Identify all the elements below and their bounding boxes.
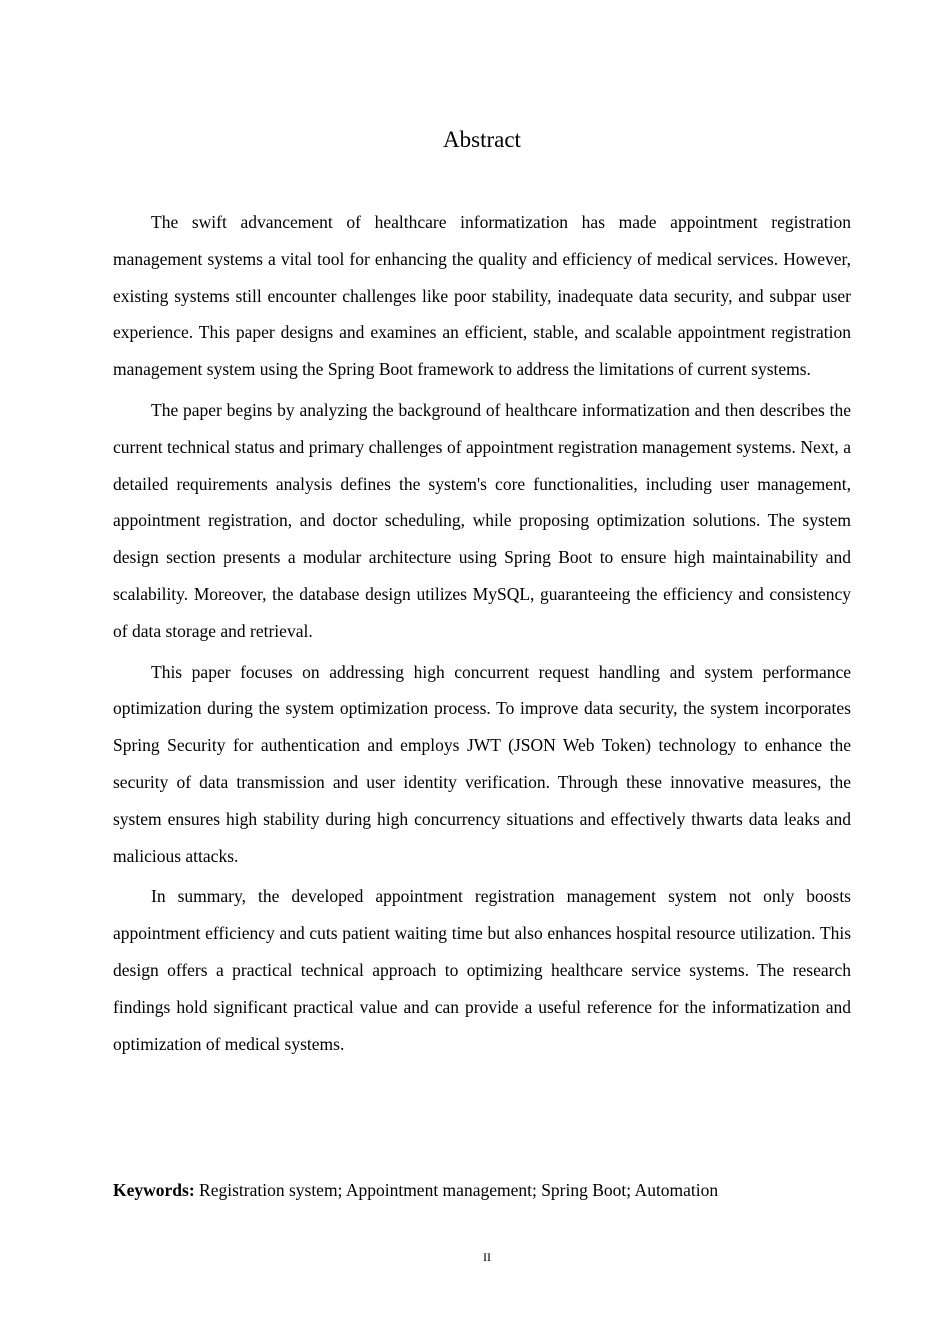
keywords-text: Registration system; Appointment management; Spring Boot; Automation	[199, 1180, 719, 1200]
page-title: Abstract	[443, 127, 521, 152]
abstract-body	[113, 204, 851, 1066]
keywords-line	[113, 1176, 851, 1204]
abstract-paragraph: The swift advancement of healthcare informatization has made appointment registration management systems a vital tool for enhancing the quality and efficiency of medical services. However, existing systems still encounter challenges like poor stability, inadequate data security, and subpar user experience. This paper designs and examines an efficient, stable, and scalable appointment registration management system using the Spring Boot framework to address the limitations of current systems.	[113, 212, 851, 380]
page-number: II	[483, 1250, 491, 1264]
abstract-paragraph: In summary, the developed appointment registration management system not only boosts appointment efficiency and cuts patient waiting time but also enhances hospital resource utilization. This design offers a practical technical approach to optimizing healthcare service systems. The research findings hold significant practical value and can provide a useful reference for the informatization and optimization of medical systems.	[113, 886, 851, 1054]
keywords-label: Keywords:	[113, 1180, 195, 1200]
abstract-paragraph: This paper focuses on addressing high concurrent request handling and system performance optimization during the system optimization process. To improve data security, the system incorporates Spring Security for authentication and employs JWT (JSON Web Token) technology to enhance the security of data transmission and user identity verification. Through these innovative measures, the system ensures high stability during high concurrency situations and effectively thwarts data leaks and malicious attacks.	[113, 661, 851, 866]
abstract-paragraph: The paper begins by analyzing the background of healthcare informatization and then describes the current technical status and primary challenges of appointment registration management systems. Next, a detailed requirements analysis defines the system's core functionalities, including user management, appointment registration, and doctor scheduling, while proposing optimization solutions. The system design section presents a modular architecture using Spring Boot to ensure high maintainability and scalability. Moreover, the database design utilizes MySQL, guaranteeing the efficiency and consistency of data storage and retrieval.	[113, 399, 851, 641]
